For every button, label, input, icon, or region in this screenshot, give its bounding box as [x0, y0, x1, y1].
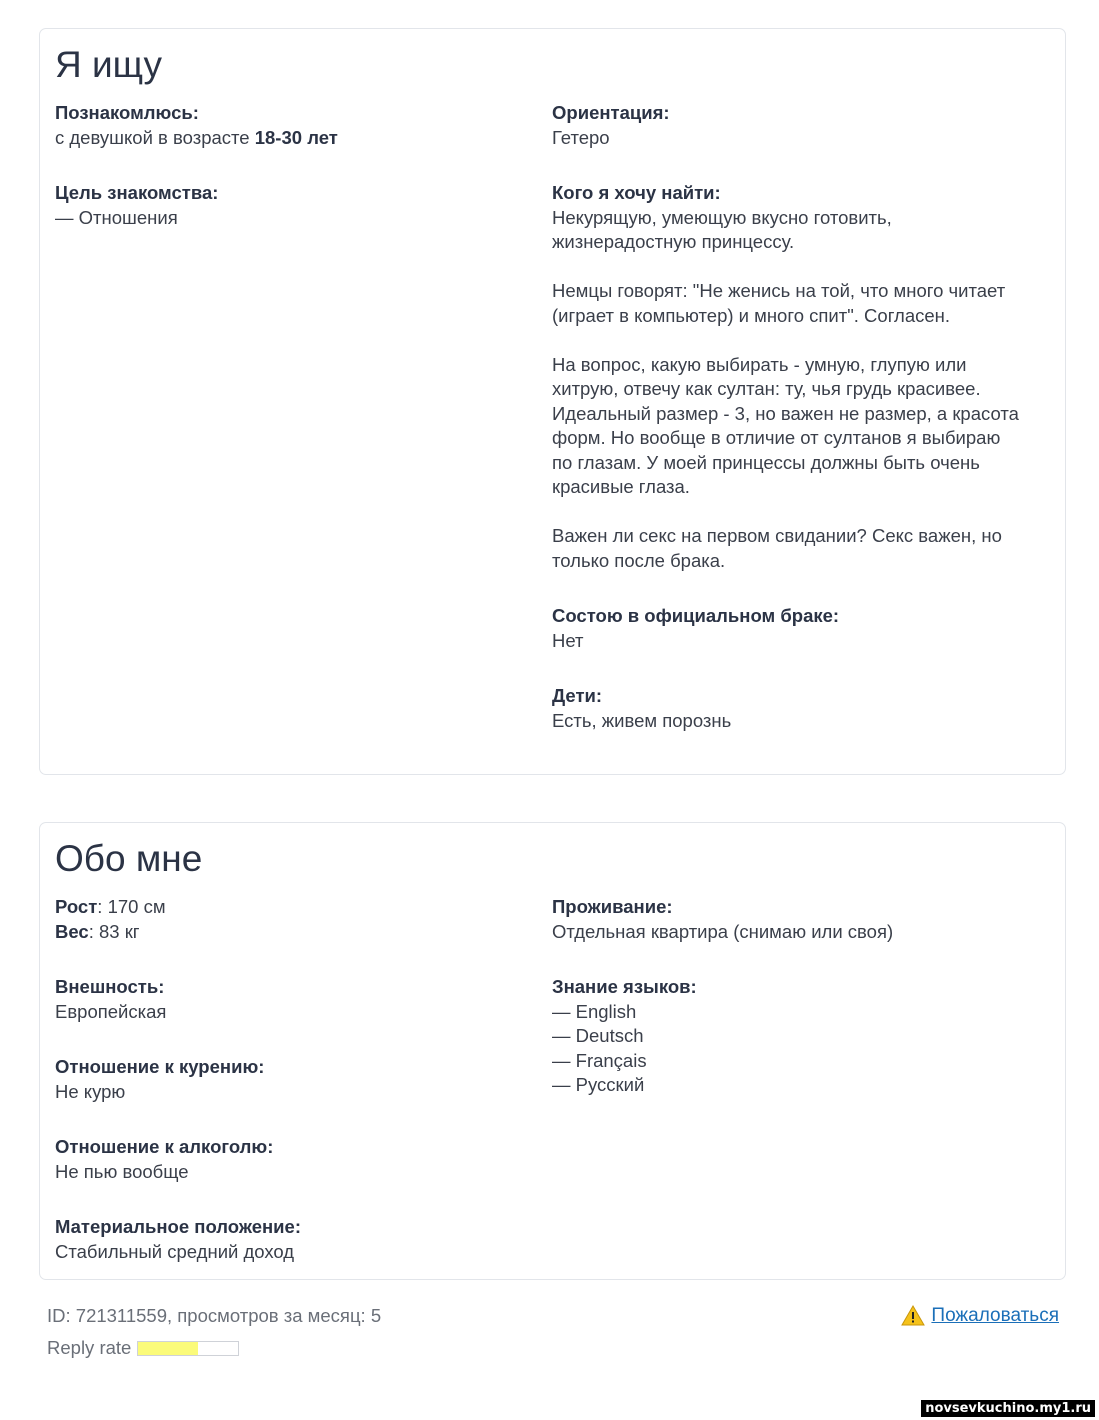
alcohol-label: Отношение к алкоголю:	[55, 1136, 274, 1157]
height-value: : 170 см	[97, 896, 166, 917]
alcohol-field	[55, 1135, 525, 1184]
finance-value: Стабильный средний доход	[55, 1240, 295, 1262]
height-label: Рост	[55, 896, 98, 917]
smoking-field	[55, 1055, 525, 1104]
alcohol-value: Не пью вообще	[55, 1160, 189, 1182]
smoking-value: Не курю	[55, 1080, 126, 1102]
language-item: — Русский	[552, 1074, 645, 1095]
whom-paragraph: На вопрос, какую выбирать - умную, глупую или хитрую, отвечу как султан: ту, чья грудь красивее. Идеальный размер - 3, но важен не размер, а красота форм. Но вообще в отличие от султанов я выбираю по глазам. У моей принцессы должны быть очень красивые глаза.	[552, 353, 1019, 497]
kids-field	[552, 684, 1022, 733]
languages-label: Знание языков:	[552, 976, 697, 997]
seek-left-column	[55, 101, 525, 261]
appearance-label: Внешность:	[55, 976, 165, 997]
seek-card	[39, 28, 1066, 775]
whom-field	[552, 181, 1022, 573]
appearance-field	[55, 975, 525, 1024]
married-value: Нет	[552, 629, 584, 651]
meet-label: Познакомлюсь:	[55, 102, 199, 123]
seek-right-column	[552, 101, 1022, 733]
weight-row	[55, 920, 525, 945]
report-link[interactable]: Пожаловаться	[931, 1305, 1059, 1326]
language-item: — Français	[552, 1049, 647, 1071]
married-field	[552, 604, 1022, 653]
language-item: — Deutsch	[552, 1025, 644, 1046]
orientation-value: Гетеро	[552, 126, 610, 148]
weight-label: Вес	[55, 920, 89, 942]
languages-field	[552, 975, 1022, 1098]
about-left-column	[55, 895, 525, 1264]
living-label: Проживание:	[552, 896, 673, 917]
smoking-label: Отношение к курению:	[55, 1056, 265, 1077]
about-right-column	[552, 895, 1022, 1129]
orientation-field	[552, 101, 1022, 150]
meet-field	[55, 101, 525, 150]
weight-value: : 83 кг	[88, 920, 140, 942]
goal-field	[55, 181, 525, 230]
reply-rate	[47, 1336, 239, 1360]
reply-rate-label: Reply rate	[47, 1337, 132, 1358]
about-title: Обо мне	[55, 838, 203, 879]
about-card	[39, 822, 1066, 1280]
goal-value: — Отношения	[55, 206, 178, 228]
meet-age: 18-30 лет	[254, 126, 338, 148]
whom-paragraph: Важен ли секс на первом свидании? Секс важен, но только после брака.	[552, 525, 1002, 571]
reply-rate-fill	[138, 1342, 198, 1355]
whom-paragraph: Немцы говорят: "Не женись на той, что много читает (играет в компьютер) и много спит". Согласен.	[552, 280, 1006, 326]
profile-id-views: ID: 721311559, просмотров за месяц: 5	[47, 1305, 382, 1326]
kids-label: Дети:	[552, 685, 603, 706]
body-field	[55, 895, 525, 944]
seek-title: Я ищу	[55, 44, 163, 85]
whom-paragraph: Некурящую, умеющую вкусно готовить, жизнерадостную принцессу.	[552, 206, 892, 252]
goal-label: Цель знакомства:	[55, 182, 219, 203]
height-row	[55, 895, 525, 920]
meet-text: с девушкой в возрасте	[55, 126, 250, 148]
language-item: — English	[552, 1000, 637, 1022]
report-link-wrapper[interactable]	[901, 1303, 1059, 1329]
watermark: novsevkuchino.my1.ru	[921, 1400, 1095, 1417]
reply-rate-bar	[137, 1341, 239, 1356]
finance-field	[55, 1215, 525, 1264]
living-field	[552, 895, 1022, 944]
whom-label: Кого я хочу найти:	[552, 182, 721, 203]
living-value: Отдельная квартира (снимаю или своя)	[552, 920, 894, 942]
appearance-value: Европейская	[55, 1000, 167, 1022]
meet-value	[55, 126, 525, 151]
kids-value: Есть, живем порознь	[552, 709, 732, 731]
warning-icon	[901, 1304, 925, 1328]
married-label: Состою в официальном браке:	[552, 605, 840, 626]
orientation-label: Ориентация:	[552, 102, 670, 123]
finance-label: Материальное положение:	[55, 1216, 302, 1237]
